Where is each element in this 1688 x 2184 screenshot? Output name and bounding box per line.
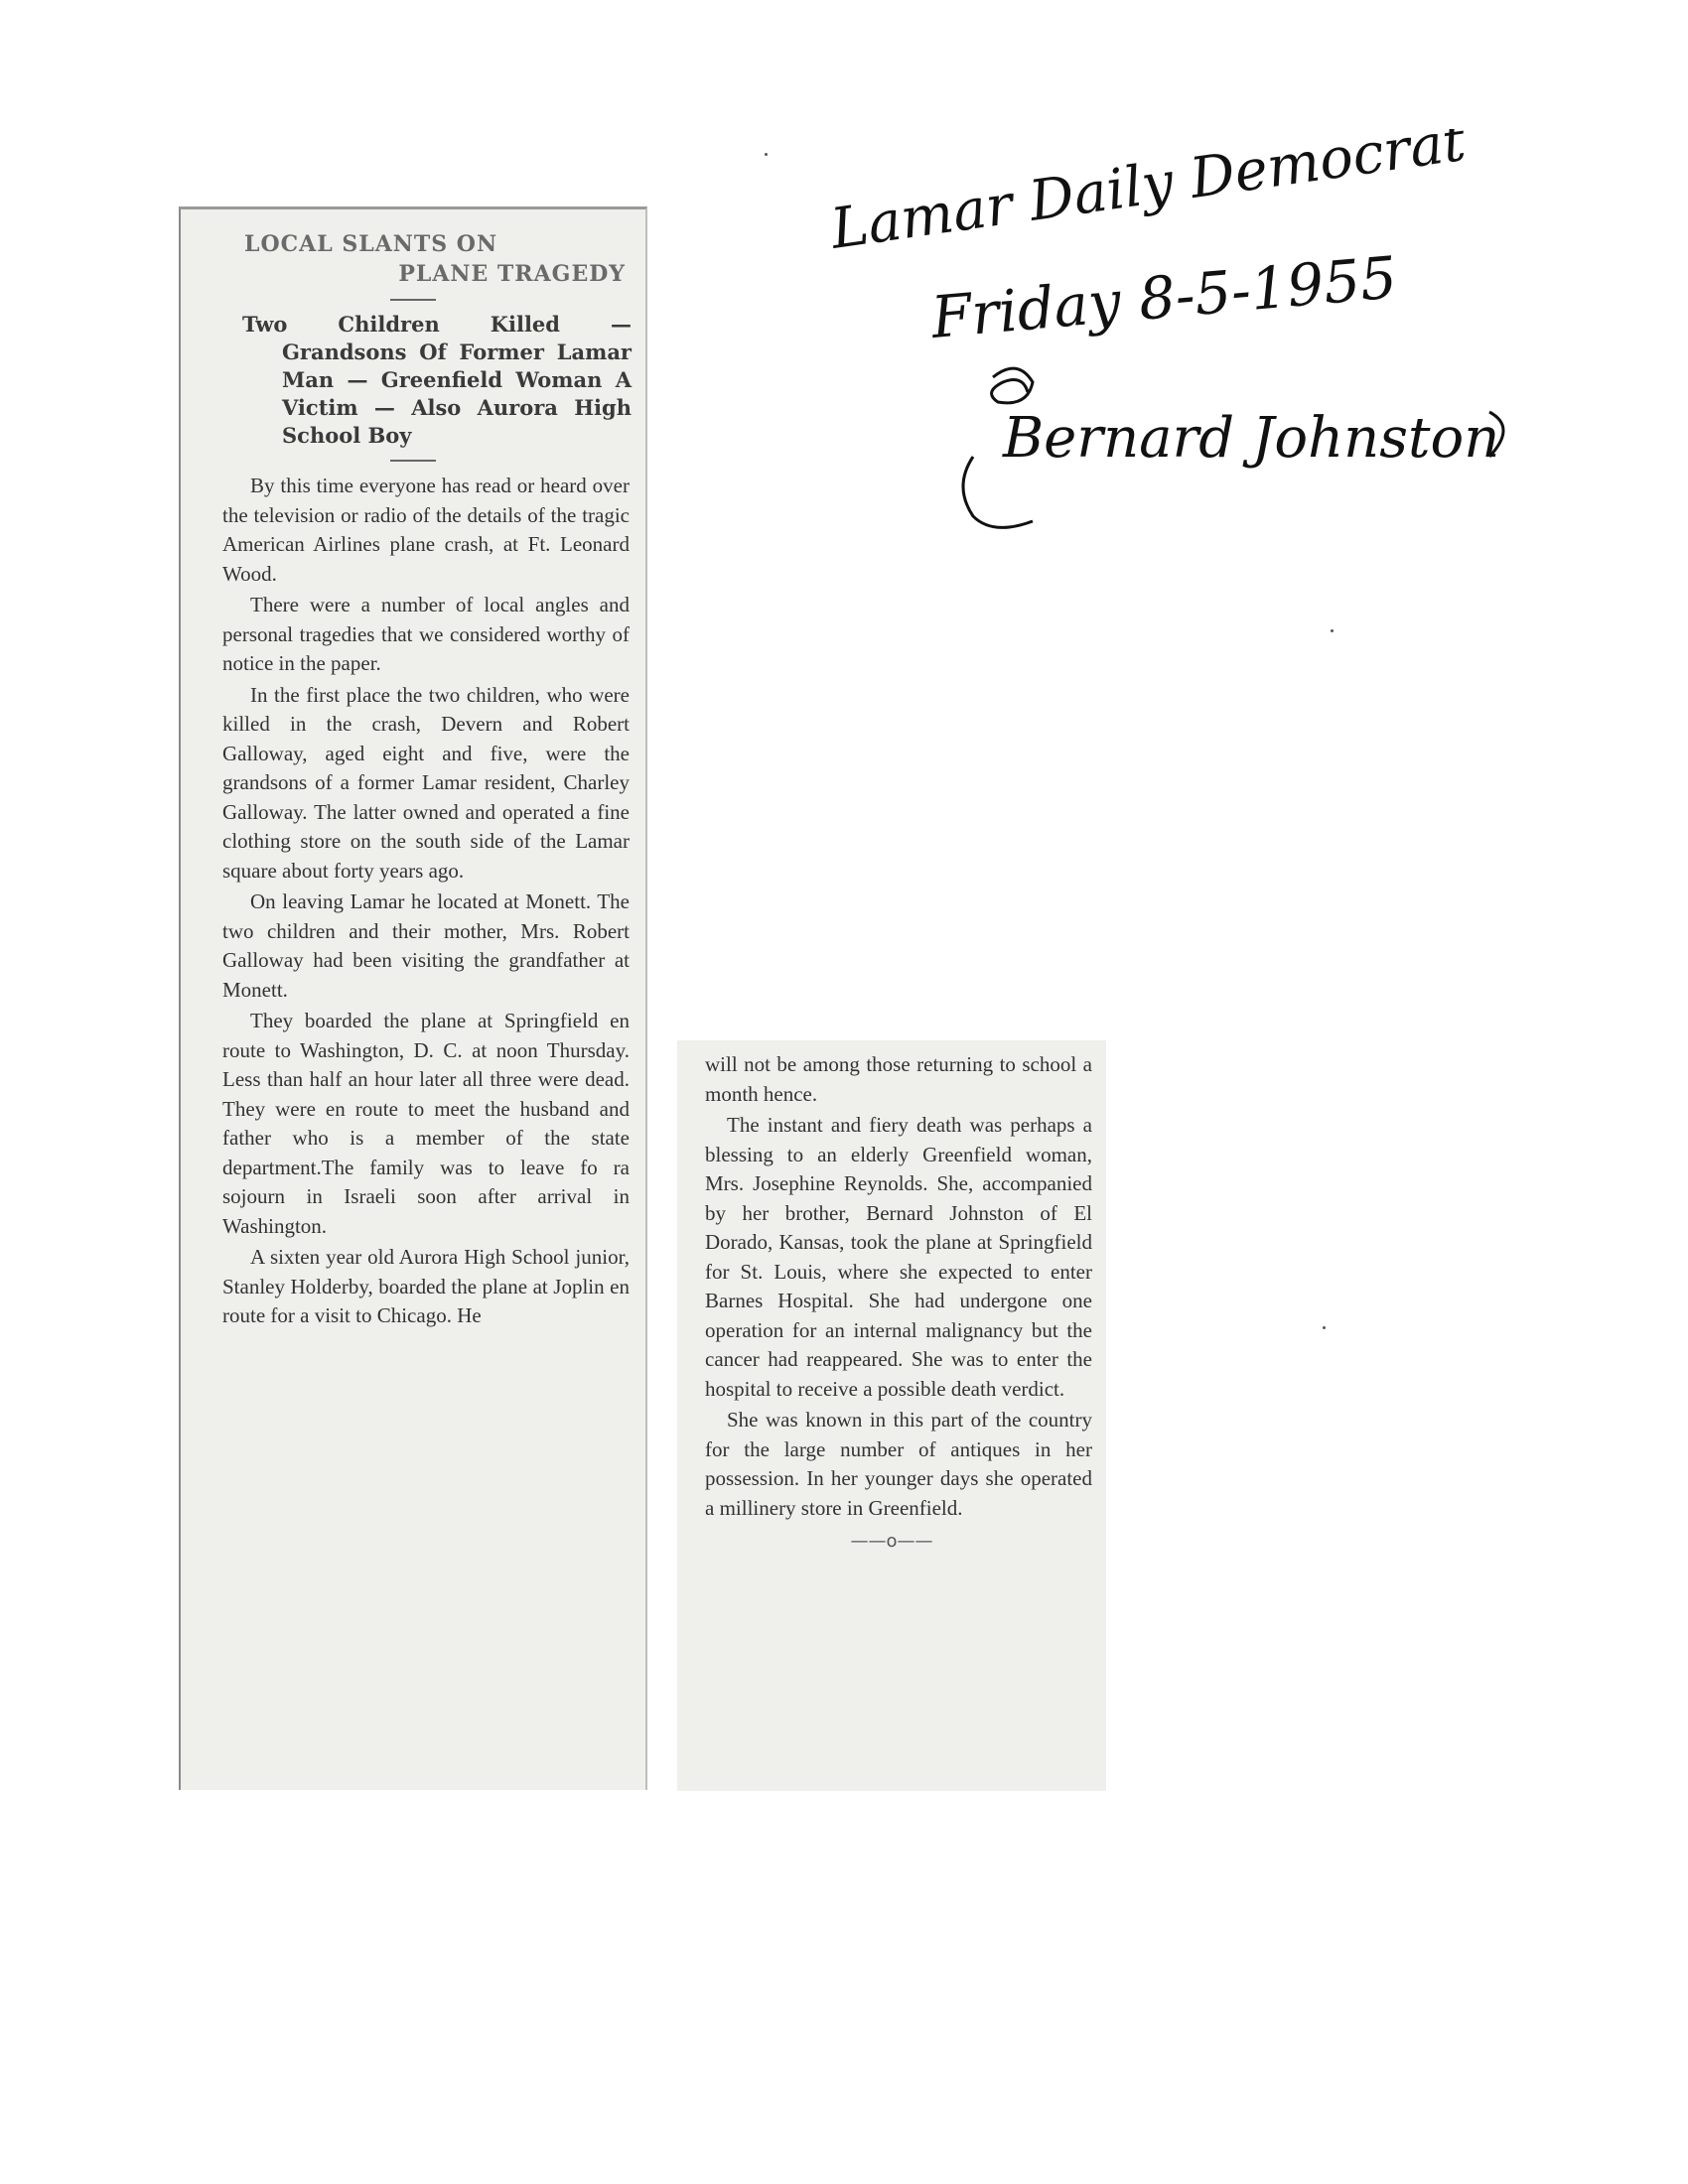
handwritten-annotation	[794, 129, 1589, 546]
paragraph: will not be among those returning to school a month hence.	[705, 1052, 1092, 1106]
handwritten-date: Friday 8-5-1955	[928, 243, 1400, 351]
divider	[390, 460, 436, 462]
headline-line-1: LOCAL SLANTS ON	[244, 231, 498, 257]
article-body-column-1	[222, 472, 630, 1331]
scan-speck	[1323, 1326, 1326, 1329]
handwritten-newspaper-name: Lamar Daily Democrat	[826, 129, 1470, 262]
paragraph: There were a number of local angles and personal tragedies that we considered worthy of notice in the paper.	[222, 593, 630, 675]
headline-line-2: PLANE TRAGEDY	[398, 261, 626, 287]
article-body-column-2	[705, 1050, 1092, 1523]
end-mark: ——o——	[850, 1531, 933, 1552]
paragraph: On leaving Lamar he located at Monett. The two children and their mother, Mrs. Robert Galloway had been visiting the grandfather at Monett.	[222, 889, 630, 1002]
subheadline: Two Children Killed — Grandsons Of Former Lamar Man — Greenfield Woman A Victim — Also Aurora High School Boy	[242, 312, 632, 448]
divider	[390, 299, 436, 301]
handwriting-image	[794, 129, 1589, 546]
scan-speck	[765, 153, 768, 156]
paragraph: By this time everyone has read or heard over the television or radio of the details of the tragic American Airlines plane crash, at Ft. Leonard Wood.	[222, 474, 630, 586]
clipping-column-1	[179, 206, 647, 1790]
scan-speck	[1331, 629, 1334, 632]
handwritten-signature: Bernard Johnston	[1003, 406, 1500, 471]
paragraph: They boarded the plane at Springfield en route to Washington, D. C. at noon Thursday. Less than half an hour later all three were dead. They were en route to meet the husband and father who is a member of the state department.The family was to leave fo ra sojourn in Israeli soon after arrival in Washington.	[222, 1009, 630, 1238]
paragraph: In the first place the two children, who were killed in the crash, Devern and Robert Galloway, aged eight and five, were the grandsons of a former Lamar resident, Charley Galloway. The latter owned and operated a fine clothing store on the south side of the Lamar square about forty years ago.	[222, 682, 630, 883]
paragraph: She was known in this part of the country for the large number of antiques in her possession. In her younger days she operated a millinery store in Greenfield.	[705, 1408, 1092, 1520]
paragraph: The instant and fiery death was perhaps a blessing to an elderly Greenfield woman, Mrs. Josephine Reynolds. She, accompanied by her brother, Bernard Johnston of El Dorado, Kansas, took the plane at Springfield for St. Louis, where she expected to enter Barnes Hospital. She had undergone one operation for an internal malignancy but the cancer had reappeared. She was to enter the hospital to receive a possible death verdict.	[705, 1113, 1092, 1401]
headline	[244, 229, 632, 289]
paragraph: A sixten year old Aurora High School junior, Stanley Holderby, boarded the plane at Joplin en route for a visit to Chicago. He	[222, 1245, 630, 1327]
clipping-column-2	[677, 1040, 1106, 1791]
